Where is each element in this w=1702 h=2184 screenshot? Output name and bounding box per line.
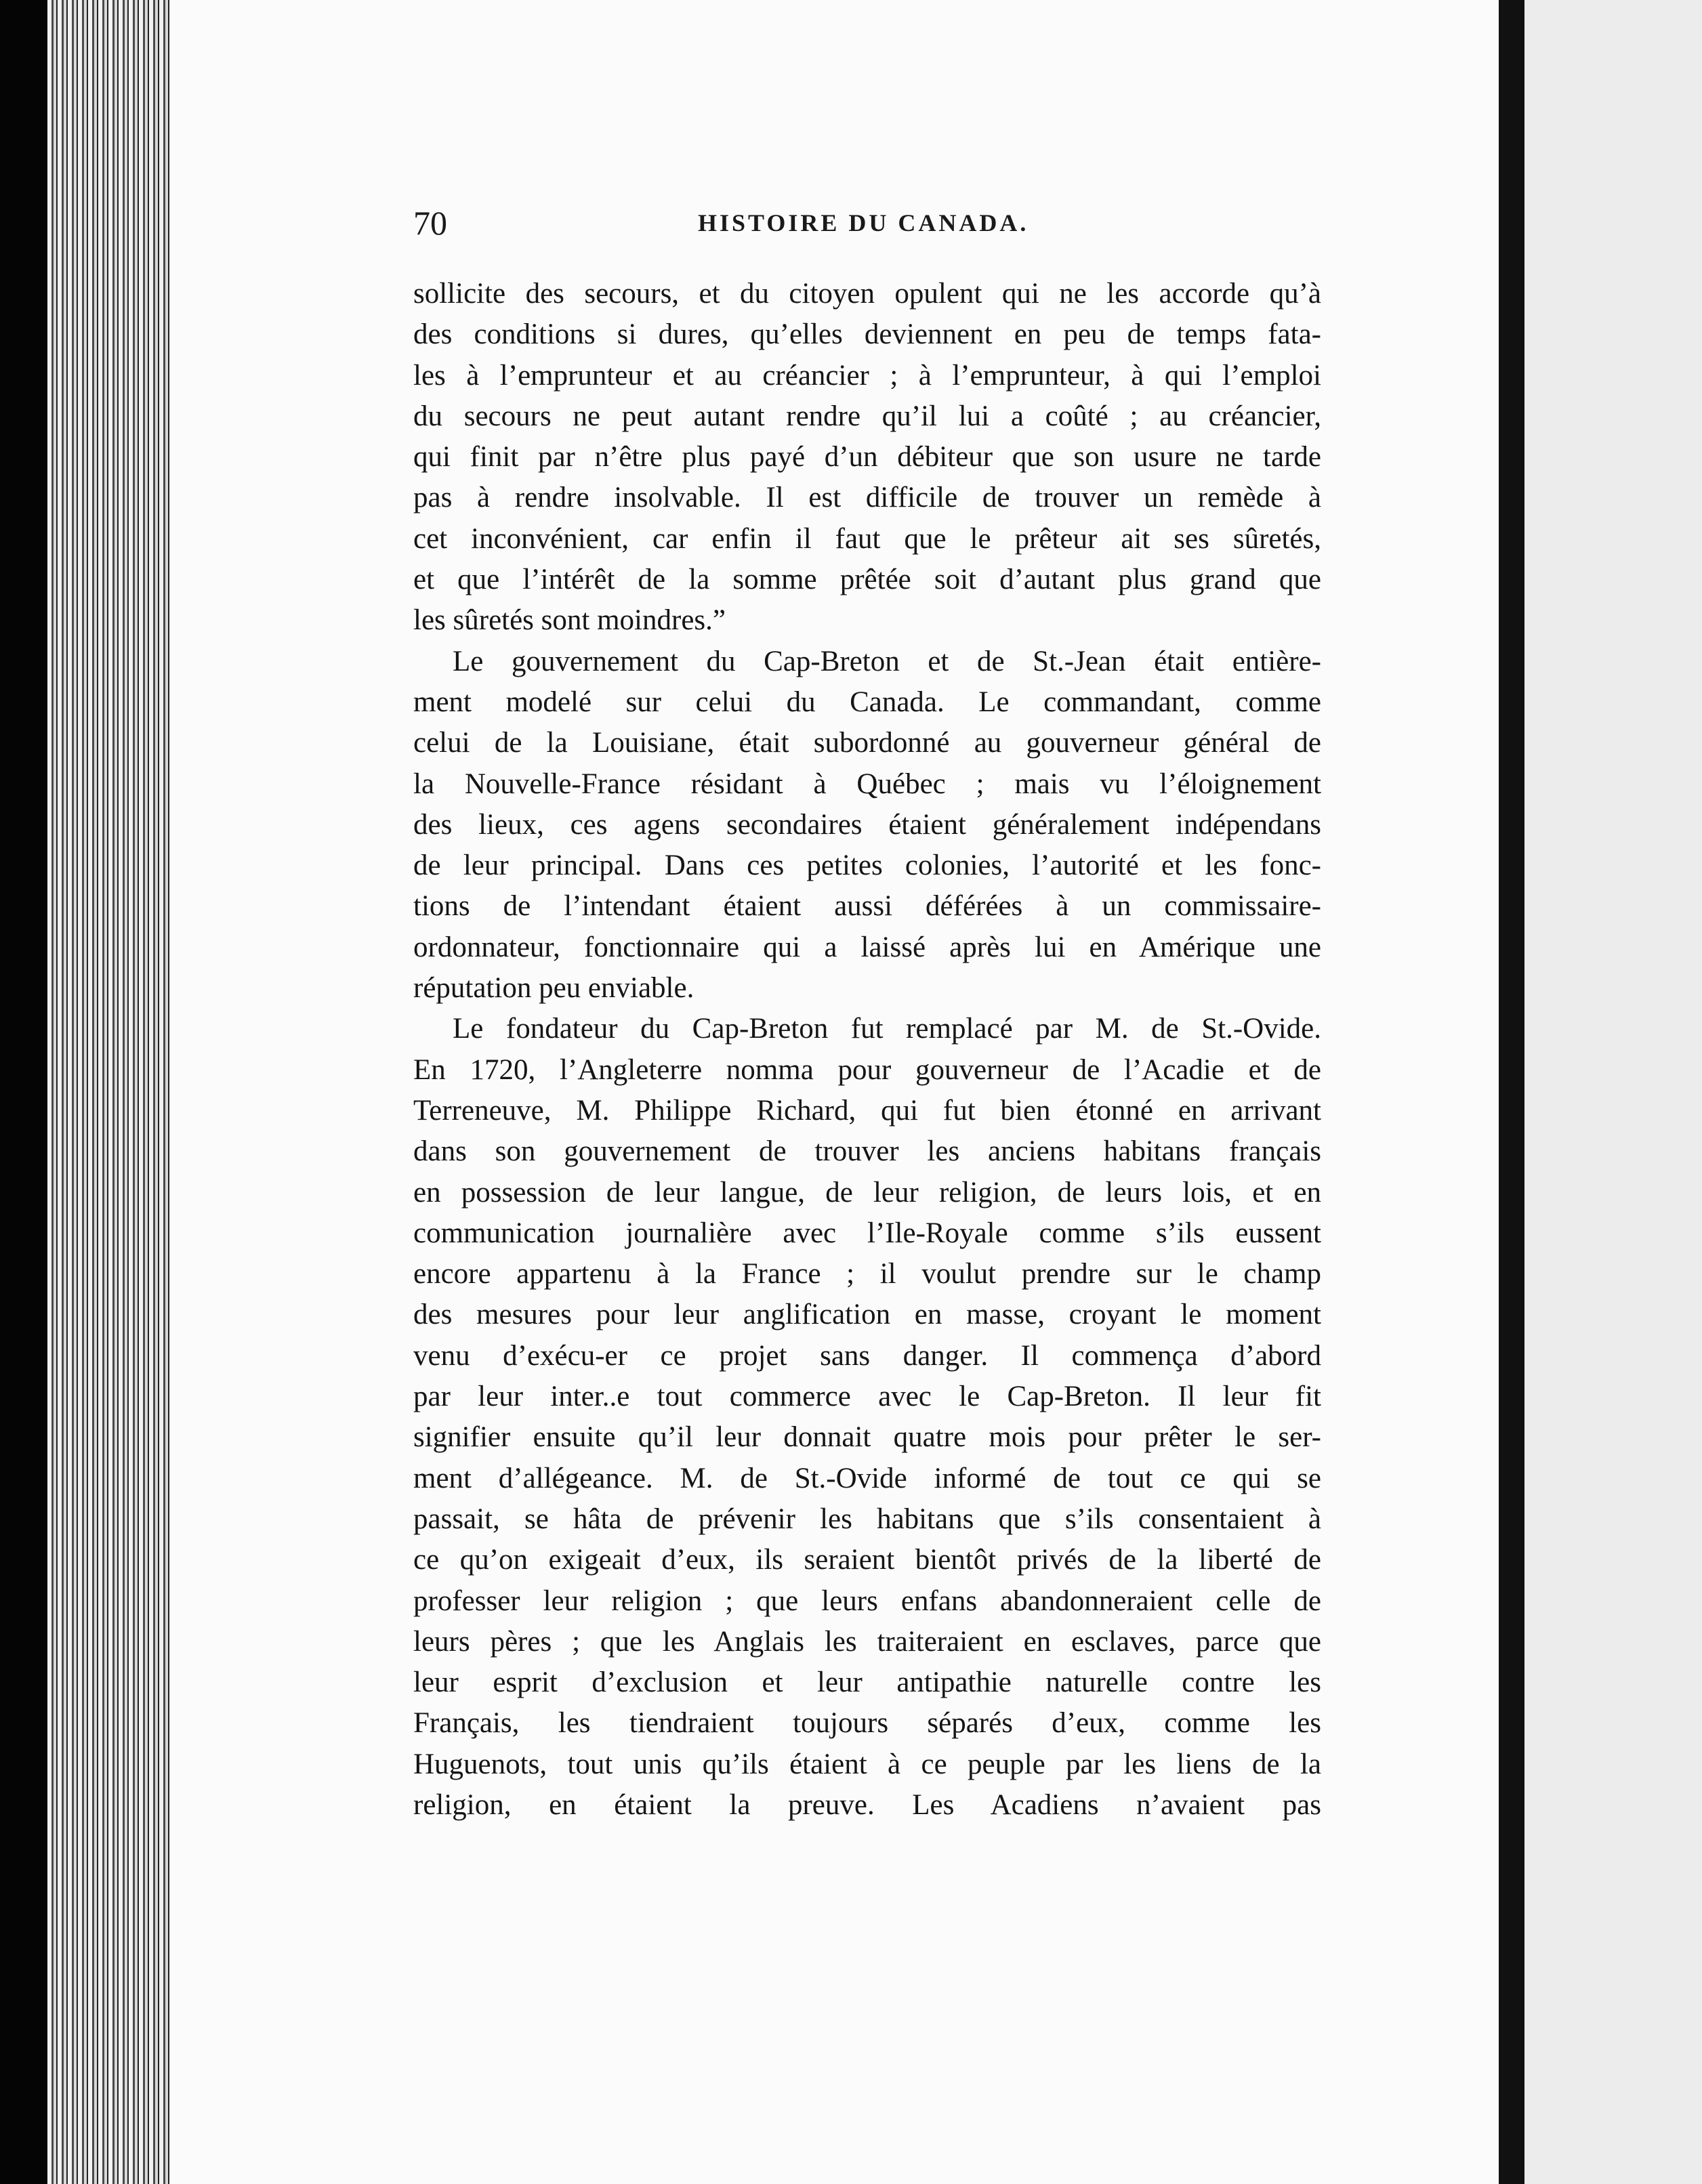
text-line: passait, se hâta de prévenir les habitans que s’ils consentaient à	[413, 1503, 1321, 1535]
text-line: encore appartenu à la France ; il voulut prendre sur le champ	[413, 1258, 1321, 1290]
paragraph-first-line: Le gouvernement du Cap-Breton et de St.-Jean était entière-	[453, 645, 1321, 677]
text-line: les sûretés sont moindres.”	[413, 604, 726, 637]
text-line: signifier ensuite qu’il leur donnait quatre mois pour prêter le ser-	[413, 1421, 1321, 1454]
facing-page-edge	[1524, 0, 1702, 2184]
text-line: pas à rendre insolvable. Il est difficile de trouver un remède à	[413, 482, 1321, 514]
text-line: Huguenots, tout unis qu’ils étaient à ce peuple par les liens de la	[413, 1748, 1321, 1780]
text-line: et que l’intérêt de la somme prêtée soit d’autant plus grand que	[413, 564, 1321, 596]
text-line: Terreneuve, M. Philippe Richard, qui fut bien étonné en arrivant	[413, 1094, 1321, 1127]
text-line: par leur inter..e tout commerce avec le Cap-Breton. Il leur fit	[413, 1381, 1321, 1413]
text-line: ment d’allégeance. M. de St.-Ovide informé de tout ce qui se	[413, 1462, 1321, 1494]
text-line: les à l’emprunteur et au créancier ; à l’emprunteur, à qui l’emploi	[413, 359, 1321, 392]
text-line: ment modelé sur celui du Canada. Le commandant, comme	[413, 686, 1321, 718]
text-line: Français, les tiendraient toujours séparés d’eux, comme les	[413, 1707, 1321, 1740]
text-line: des lieux, ces agens secondaires étaient généralement indépendans	[413, 808, 1321, 841]
text-line: celui de la Louisiane, était subordonné au gouverneur général de	[413, 727, 1321, 759]
book-page-edges	[47, 0, 169, 2184]
text-line: réputation peu enviable.	[413, 972, 694, 1005]
paragraph-first-line: Le fondateur du Cap-Breton fut remplacé par M. de St.-Ovide.	[453, 1013, 1321, 1045]
text-line: dans son gouvernement de trouver les anciens habitans français	[413, 1135, 1321, 1168]
page-header	[413, 203, 1321, 244]
body-text	[413, 274, 1321, 1826]
text-line: religion, en étaient la preuve. Les Acadiens n’avaient pas	[413, 1788, 1321, 1821]
text-line: la Nouvelle-France résidant à Québec ; mais vu l’éloignement	[413, 768, 1321, 800]
text-line: cet inconvénient, car enfin il faut que le prêteur ait ses sûretés,	[413, 522, 1321, 555]
text-line: sollicite des secours, et du citoyen opulent qui ne les accorde qu’à	[413, 278, 1321, 310]
text-line: des mesures pour leur anglification en masse, croyant le moment	[413, 1299, 1321, 1331]
text-line: En 1720, l’Angleterre nomma pour gouverneur de l’Acadie et de	[413, 1053, 1321, 1086]
text-line: ordonnateur, fonctionnaire qui a laissé après lui en Amérique une	[413, 931, 1321, 963]
text-line: des conditions si dures, qu’elles deviennent en peu de temps fata-	[413, 318, 1321, 351]
text-line: leur esprit d’exclusion et leur antipathie naturelle contre les	[413, 1666, 1321, 1699]
text-line: en possession de leur langue, de leur religion, de leurs lois, et en	[413, 1176, 1321, 1209]
page-number: 70	[413, 204, 447, 242]
text-line: communication journalière avec l’Ile-Royale comme s’ils eussent	[413, 1217, 1321, 1249]
text-line: professer leur religion ; que leurs enfans abandonneraient celle de	[413, 1584, 1321, 1617]
text-line: de leur principal. Dans ces petites colonies, l’autorité et les fonc-	[413, 849, 1321, 882]
text-line: venu d’exécu‐er ce projet sans danger. Il commença d’abord	[413, 1339, 1321, 1372]
text-line: ce qu’on exigeait d’eux, ils seraient bientôt privés de la liberté de	[413, 1544, 1321, 1576]
text-line: qui finit par n’être plus payé d’un débiteur que son usure ne tarde	[413, 441, 1321, 474]
running-head: HISTOIRE DU CANADA.	[698, 209, 1029, 236]
text-line: tions de l’intendant étaient aussi déférées à un commissaire-	[413, 890, 1321, 923]
book-gutter	[1499, 0, 1524, 2184]
text-line: du secours ne peut autant rendre qu’il lui a coûté ; au créancier,	[413, 400, 1321, 432]
text-line: leurs pères ; que les Anglais les traiteraient en esclaves, parce que	[413, 1625, 1321, 1658]
